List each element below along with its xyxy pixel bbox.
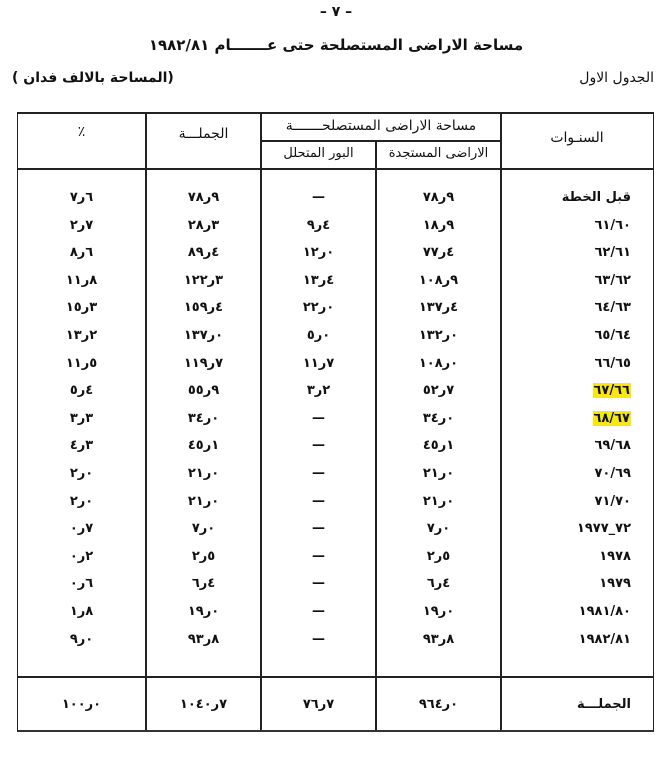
fallow-cell: ١٣ر٤ <box>302 272 335 288</box>
new-lands-cell: ١٠٨ر٩ <box>418 272 459 288</box>
percent-cell: ٧ر٦ <box>69 190 94 205</box>
total-cell: ٨٩ر٤ <box>187 245 220 261</box>
column-divider <box>500 114 502 730</box>
percent-cell: ١٣ر٢ <box>65 328 98 343</box>
new-lands-cell: ٩٣ر٨ <box>422 631 455 647</box>
percent-cell: ٢ر٠ <box>69 466 94 481</box>
total-cell: ٧٨ر٩ <box>187 190 220 205</box>
total-cell: ٢٨ر٣ <box>187 217 220 233</box>
table-label: الجدول الاول <box>579 70 654 86</box>
total-cell: ٢١ر٠ <box>187 466 220 481</box>
percent-cell: ٠ر٢ <box>69 548 94 564</box>
total-cell: ٢١ر٠ <box>187 493 220 509</box>
new-lands-cell: ٥٢ر٧ <box>422 383 455 399</box>
fallow-cell: — <box>312 493 325 509</box>
year-cell <box>595 494 632 509</box>
year-label: الجملـــة <box>577 697 631 712</box>
total-cell: ٤٥ر١ <box>187 438 220 454</box>
percent-cell: ٥ر٤ <box>69 383 94 399</box>
total-cell: ١٠٤٠ر٧ <box>179 697 228 712</box>
year-label: ١٩٧٧_٧٢ <box>576 521 631 537</box>
fallow-cell: — <box>312 190 325 205</box>
year-cell <box>593 383 632 398</box>
year-cell <box>579 632 631 647</box>
year-label: ١٩٨٢/٨١ <box>578 631 631 647</box>
total-cell: ١١٩ر٧ <box>183 355 224 371</box>
new-lands-cell: ٧٧ر٤ <box>422 245 455 261</box>
header-divider <box>18 168 653 170</box>
total-cell: ٣٤ر٠ <box>187 410 220 426</box>
percent-cell: ١ر٨ <box>69 604 94 619</box>
fallow-cell: ١١ر٧ <box>302 355 335 371</box>
year-label: ٦٤/٦٣ <box>594 300 631 316</box>
totals-label <box>577 697 631 712</box>
fallow-cell: — <box>312 466 325 481</box>
year-label: ٦٩/٦٨ <box>594 438 631 454</box>
year-label: ١٩٨١/٨٠ <box>578 604 631 619</box>
year-label: ١٩٧٩ <box>599 576 631 592</box>
percent-cell: ١٥ر٣ <box>65 300 98 316</box>
new-lands-cell: ١٣٢ر٠ <box>418 328 459 343</box>
fallow-cell: — <box>312 576 325 592</box>
new-lands-cell: ١٩ر٠ <box>422 604 455 619</box>
fallow-cell: — <box>312 548 325 564</box>
totals-divider <box>18 676 653 678</box>
fallow-cell: — <box>312 438 325 454</box>
new-lands-cell: ٧ر٠ <box>426 521 451 537</box>
percent-cell: ٨ر٦ <box>69 245 94 261</box>
fallow-cell: — <box>312 631 325 647</box>
year-label: قبل الخطة <box>561 190 631 205</box>
percent-cell: ١١ر٨ <box>65 272 98 288</box>
year-cell <box>595 438 632 453</box>
fallow-cell: ٩ر٤ <box>306 217 331 233</box>
total-cell: ١٣٧ر٠ <box>183 328 224 343</box>
year-label: ٧١/٧٠ <box>594 493 631 509</box>
title-text: مساحة الاراضى المستصلحة حتى عـــــــام <box>214 36 524 54</box>
new-lands-cell: ١٣٧ر٤ <box>418 300 459 316</box>
year-cell <box>579 604 631 619</box>
fallow-cell: — <box>312 521 325 537</box>
header-reclaimed-area: مساحة الاراضى المستصلحـــــــة <box>285 118 477 134</box>
year-label: ٦٨/٦٧ <box>593 410 630 426</box>
total-cell: ٥٥ر٩ <box>187 383 220 399</box>
percent-cell: ١١ر٥ <box>65 355 98 371</box>
percent-cell: ٩ر٠ <box>69 631 94 647</box>
total-cell: ٩٣ر٨ <box>187 631 220 647</box>
percent-cell: ٠ر٧ <box>69 521 94 537</box>
year-label: ٦٦/٦٥ <box>594 355 631 371</box>
total-cell: ١٥٩ر٤ <box>183 300 224 316</box>
total-cell: ٧ر٠ <box>191 521 216 537</box>
header-years: السنـوات <box>550 130 604 146</box>
header-fallow: البور المتحلل <box>283 146 354 161</box>
percent-cell: ٠ر٦ <box>69 576 94 592</box>
year-cell <box>595 245 632 260</box>
year-label: ٦١/٦٠ <box>594 217 631 233</box>
year-cell <box>599 549 631 564</box>
year-cell <box>577 521 631 536</box>
year-cell <box>595 273 632 288</box>
year-cell <box>595 300 632 315</box>
year-label: ٦٣/٦٢ <box>594 272 631 288</box>
new-lands-cell: ٢١ر٠ <box>422 466 455 481</box>
page-title <box>0 36 672 54</box>
fallow-cell: ٥ر٠ <box>306 328 331 343</box>
year-label: ٧٠/٦٩ <box>594 466 631 481</box>
year-label: ١٩٧٨ <box>599 548 631 564</box>
new-lands-cell: ٦ر٤ <box>426 576 451 592</box>
land-reclamation-table <box>17 112 654 732</box>
new-lands-cell: ٧٨ر٩ <box>422 190 455 205</box>
year-label: ٦٧/٦٦ <box>593 383 630 399</box>
subheader-divider <box>260 140 502 142</box>
fallow-cell: — <box>312 604 325 619</box>
year-cell <box>595 328 632 343</box>
fallow-cell: ٢٢ر٠ <box>302 300 335 316</box>
year-cell <box>595 218 632 233</box>
new-lands-cell: ٩٦٤ر٠ <box>418 697 459 712</box>
year-cell <box>595 356 632 371</box>
total-cell: ٦ر٤ <box>191 576 216 592</box>
new-lands-cell: ٢١ر٠ <box>422 493 455 509</box>
fallow-cell: ٣ر٢ <box>306 383 331 399</box>
fallow-cell: ١٢ر٠ <box>302 245 335 261</box>
year-cell <box>593 411 632 426</box>
year-cell <box>595 466 632 481</box>
header-new-lands: الاراضى المستجدة <box>388 146 489 161</box>
year-cell <box>562 190 631 205</box>
page-number: – ٧ – <box>319 4 353 20</box>
new-lands-cell: ١٠٨ر٠ <box>418 355 459 371</box>
percent-cell: ٢ر٠ <box>69 493 94 509</box>
total-cell: ١٩ر٠ <box>187 604 220 619</box>
unit-label: (المساحة بالالف فدان ) <box>12 70 174 86</box>
fallow-cell: ٧٦ر٧ <box>302 697 335 712</box>
percent-cell: ٢ر٧ <box>69 217 94 233</box>
header-total: الجملـــة <box>178 126 229 142</box>
year-label: ٦٢/٦١ <box>594 245 631 261</box>
new-lands-cell: ١٨ر٩ <box>422 217 455 233</box>
total-cell: ١٢٢ر٣ <box>183 272 224 288</box>
year-cell <box>599 576 631 591</box>
percent-cell: ٤ر٣ <box>69 438 94 454</box>
title-year: ١٩٨٢/٨١ <box>148 36 210 54</box>
total-cell: ٢ر٥ <box>191 548 216 564</box>
year-label: ٦٥/٦٤ <box>594 328 631 343</box>
new-lands-cell: ٢ر٥ <box>426 548 451 564</box>
header-percent: ٪ <box>77 124 86 140</box>
fallow-cell: — <box>312 410 325 426</box>
new-lands-cell: ٤٥ر١ <box>422 438 455 454</box>
percent-cell: ٣ر٣ <box>69 410 94 426</box>
new-lands-cell: ٣٤ر٠ <box>422 410 455 426</box>
percent-cell: ١٠٠ر٠ <box>61 697 102 712</box>
